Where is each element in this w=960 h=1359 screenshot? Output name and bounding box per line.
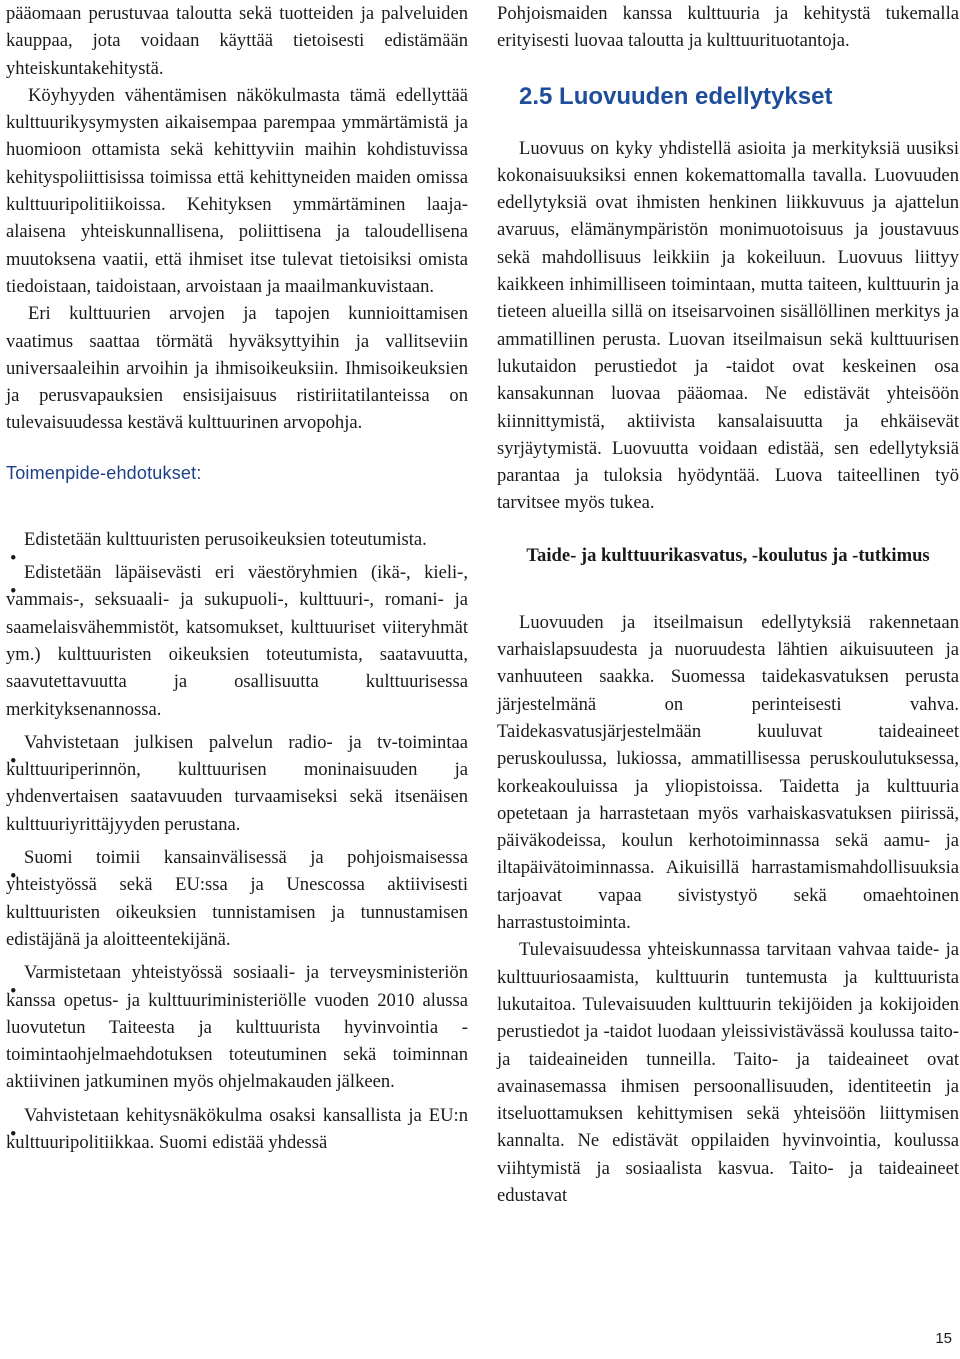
section-heading-creativity: 2.5 Luovuuden edellytykset bbox=[519, 82, 833, 110]
paragraph-poverty-reduction: Köyhyyden vähentämisen näkökulmasta tämä edellyttää kulttuurikysymysten aikaisempaa parempaa ymmärtämistä ja huomioon ottamista sekä kehittyviin maihin kohdistuvissa kehityspoliittisissa toimissa että kehittyneiden maiden omissa kulttuuripolitiikoissa. Kehityksen ymmärtäminen laaja-alaisena yhteiskunnallisena, poliittisena ja taloudellisena muutoksena vaatii, että ihmiset itse tulevat tietoisiksi omista tiedoistaan, taidoistaan, arvoistaan ja maailmankuvistaan. bbox=[6, 84, 468, 297]
action-item-text: Vahvistetaan julkisen palvelun radio- ja tv-toimintaa kulttuuriperinnön, kulttuurisen moninaisuuden ja yhdenvertaisen saatavuuden turvaamiseksi sekä itsenäisen kulttuuriyrittäjyyden perustana. bbox=[6, 731, 468, 835]
action-item-text: Suomi toimii kansainvälisessä ja pohjoismaisessa yhteistyössä sekä EU:ssa ja Unescossa aktiivisesti kulttuuristen oikeuksien tunnistamisen ja tunnustamisen edistäjänä ja aloitteentekijänä. bbox=[6, 847, 468, 950]
action-item-text: Edistetään läpäisevästi eri väestöryhmien (ikä-, kieli-, vammais-, seksuaali- ja sukupuoli-, kulttuuri-, romani- ja saamelaisvähemmistöt, katsomukset, kulttuuriset viiteryhmät ym.) kulttuuristen oikeuksien toteutumista, saatavuutta, saavutettavuutta ja osallisuutta kulttuurisessa merkityksenannossa. bbox=[6, 562, 468, 720]
paragraph-future-skills: Tulevaisuudessa yhteiskunnassa tarvitaan vahvaa taide- ja kulttuuriosaamista, kulttuurin tuntemusta ja kulttuurista lukutaitoa. Tulevaisuuden kulttuurin tekijöiden ja kokijoiden perustiedot ja -taidot luodaan yleissivistävässä koulussa taito- ja taideaineiden tunneilla. Taito- ja taideaineet ovat avainasemassa ihmisen persoonallisuuden, identiteetin ja itseluottamuksen kehittymisen sekä yhteisöön liittymisen kannalta. Ne edistävät oppilaiden hyvinvointia, koulussa viihtymistä ja sosiaalista kasvua. Taito- ja taideaineet edustavat bbox=[497, 939, 959, 1206]
actions-heading: Toimenpide-ehdotukset: bbox=[6, 462, 202, 483]
action-item-text: Edistetään kulttuuristen perusoikeuksien toteutumista. bbox=[24, 528, 427, 550]
action-item-text: Varmistetaan yhteistyössä sosiaali- ja terveysministeriön kanssa opetus- ja kulttuuriministeriölle vuoden 2010 alussa luovutetun Taiteesta ja kulttuurista hyvinvointia -toimintaohjelmaehdotuksen toteutuminen sekä toiminnan aktiivinen jatkuminen myös ohjelmakauden jälkeen. bbox=[6, 962, 468, 1093]
action-item bbox=[6, 729, 468, 838]
paragraph-creativity: Luovuus on kyky yhdistellä asioita ja merkityksiä uusiksi kokonaisuuksiksi ennen kokemattomalla tavalla. Luovuuden edellytyksiä ovat ihmisten henkinen liikkuvuus ja ajattelun avaruus, elämänympäristön monimuotoisuus ja joustavuus sekä mahdollisuus leikkiin ja kokeiluun. Luovuus liittyy kaikkeen inhimilliseen toimintaan, mutta taiteen, kulttuurin ja tieteen alueilla sillä on itseisarvoinen sisällöllinen merkitys ja ammatillinen perusta. Luovan itseilmaisun sekä kulttuurisen lukutaidon perustiedot ja -taidot ovat keskeinen osa kansakunnan luovaa pääomaa. Ne edistävät yhteisöön kiinnittymistä, aktiivista kansalaisuutta ja ehkäisevät syrjäytymistä. Luovuutta voidaan edistää, sen edellytyksiä parantaa ja tuloksia hyödyntää. Luova taiteellinen työ tarvitsee myös tukea. bbox=[497, 137, 959, 514]
action-item bbox=[6, 1102, 468, 1157]
paragraph-intro-continued: pääomaan perustuvaa taloutta sekä tuotteiden ja palveluiden kauppaa, jota voidaan käyttää tietoisesti edistämään yhteiskuntakehitystä. bbox=[6, 3, 468, 79]
action-item bbox=[6, 526, 468, 553]
right-column bbox=[497, 0, 959, 1209]
action-list bbox=[6, 526, 468, 1157]
page-number: 15 bbox=[935, 1330, 952, 1347]
left-column bbox=[6, 0, 468, 1162]
action-item bbox=[6, 959, 468, 1095]
paragraph-arts-education: Luovuuden ja itseilmaisun edellytyksiä rakennetaan varhaislapsuudesta ja nuoruudesta lähtien aikuisuuteen ja vanhuuteen saakka. Suomessa taidekasvatuksen perusta järjestelmänä on perinteisesti vahva. Taidekasvatusjärjestelmään kuuluvat taideaineet peruskoulussa, lukiossa, ammatillisessa peruskoulutuksessa, korkeakouluissa ja yliopistoissa. Taidetta ja kulttuuria opetetaan ja harrastetaan myös varhaiskasvatuksen piirissä, päiväkodeissa, koulun kerhotoiminnassa sekä aamu- ja iltapäivätoiminnassa. Aikuisillä harrastamismahdollisuuksia tarjoavat vapaa sivistystyö sekä omaehtoinen harrastustoiminta. bbox=[497, 611, 959, 934]
action-item-text: Vahvistetaan kehitysnäkökulma osaksi kansallista ja EU:n kulttuuripolitiikkaa. Suomi edistää yhdessä bbox=[6, 1104, 468, 1153]
paragraph-cultural-values: Eri kulttuurien arvojen ja tapojen kunnioittamisen vaatimus saattaa törmätä hyväksyttyihin ja vallitseviin universaaleihin arvoihin ja ihmisoikeuksiin. Ihmisoikeuksien ja perusvapauksien ensisijaisuus ristiriitatilanteissa on tulevaisuudessa kestävä kulttuurinen arvopohja. bbox=[6, 303, 468, 434]
subheading-arts-education: Taide- ja kulttuurikasvatus, -koulutus ja -tutkimus bbox=[526, 544, 930, 566]
action-item bbox=[6, 559, 468, 723]
paragraph-nordic-continued: Pohjoismaiden kanssa kulttuuria ja kehitystä tukemalla erityisesti luovaa taloutta ja kulttuurituotantoja. bbox=[497, 3, 959, 52]
action-item bbox=[6, 844, 468, 953]
